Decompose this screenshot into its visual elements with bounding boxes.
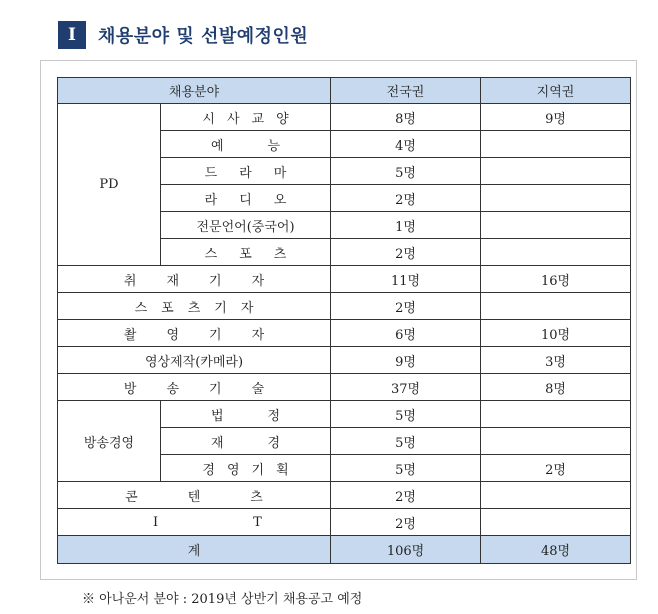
section-title: 채용분야 및 선발예정인원 <box>98 26 309 47</box>
regional-count <box>481 185 631 212</box>
regional-count <box>481 239 631 266</box>
group-label-management: 방송경영 <box>58 401 161 482</box>
sub-field: 드라마 <box>161 158 331 185</box>
national-count: 2명 <box>331 185 481 212</box>
regional-count <box>481 401 631 428</box>
national-count: 5명 <box>331 158 481 185</box>
table-row <box>58 401 631 428</box>
section-heading <box>58 20 308 50</box>
table-row <box>58 104 631 131</box>
sub-field: 예능 <box>161 131 331 158</box>
recruitment-table <box>57 77 631 564</box>
regional-count: 9명 <box>481 104 631 131</box>
group-label-pd: PD <box>58 104 161 266</box>
sub-field: 전문언어(중국어) <box>161 212 331 239</box>
field-label: 콘텐츠 <box>58 482 331 509</box>
sub-field: 경영기획 <box>161 455 331 482</box>
field-label: 스포츠기자 <box>58 293 331 320</box>
table-row <box>58 347 631 374</box>
sub-field: 법정 <box>161 401 331 428</box>
table-header-row <box>58 78 631 104</box>
header-field: 채용분야 <box>58 78 331 104</box>
regional-count: 8명 <box>481 374 631 401</box>
total-label: 계 <box>58 536 331 564</box>
table-row <box>58 482 631 509</box>
section-number-badge: I <box>58 21 86 49</box>
national-count: 5명 <box>331 401 481 428</box>
regional-count: 10명 <box>481 320 631 347</box>
header-national: 전국권 <box>331 78 481 104</box>
field-label: 촬영기자 <box>58 320 331 347</box>
national-count: 2명 <box>331 293 481 320</box>
table-row <box>58 266 631 293</box>
sub-field: 재경 <box>161 428 331 455</box>
national-count: 8명 <box>331 104 481 131</box>
regional-count: 2명 <box>481 455 631 482</box>
total-row <box>58 536 631 564</box>
national-count: 11명 <box>331 266 481 293</box>
table-row <box>58 320 631 347</box>
regional-count: 16명 <box>481 266 631 293</box>
regional-count: 3명 <box>481 347 631 374</box>
sub-field: 라디오 <box>161 185 331 212</box>
national-count: 37명 <box>331 374 481 401</box>
regional-count <box>481 212 631 239</box>
national-count: 2명 <box>331 482 481 509</box>
field-label: IT <box>58 509 331 536</box>
regional-count <box>481 482 631 509</box>
regional-count <box>481 131 631 158</box>
field-label: 방송기술 <box>58 374 331 401</box>
regional-count <box>481 509 631 536</box>
total-national: 106명 <box>331 536 481 564</box>
national-count: 2명 <box>331 239 481 266</box>
national-count: 5명 <box>331 428 481 455</box>
regional-count <box>481 428 631 455</box>
field-label: 영상제작(카메라) <box>58 347 331 374</box>
regional-count <box>481 293 631 320</box>
table-row <box>58 293 631 320</box>
table-row <box>58 374 631 401</box>
national-count: 1명 <box>331 212 481 239</box>
footnote: ※ 아나운서 분야 : 2019년 상반기 채용공고 예정 <box>82 592 363 607</box>
national-count: 2명 <box>331 509 481 536</box>
national-count: 9명 <box>331 347 481 374</box>
national-count: 4명 <box>331 131 481 158</box>
national-count: 6명 <box>331 320 481 347</box>
sub-field: 스포츠 <box>161 239 331 266</box>
national-count: 5명 <box>331 455 481 482</box>
sub-field: 시사교양 <box>161 104 331 131</box>
regional-count <box>481 158 631 185</box>
header-regional: 지역권 <box>481 78 631 104</box>
total-regional: 48명 <box>481 536 631 564</box>
table-row <box>58 509 631 536</box>
field-label: 취재기자 <box>58 266 331 293</box>
